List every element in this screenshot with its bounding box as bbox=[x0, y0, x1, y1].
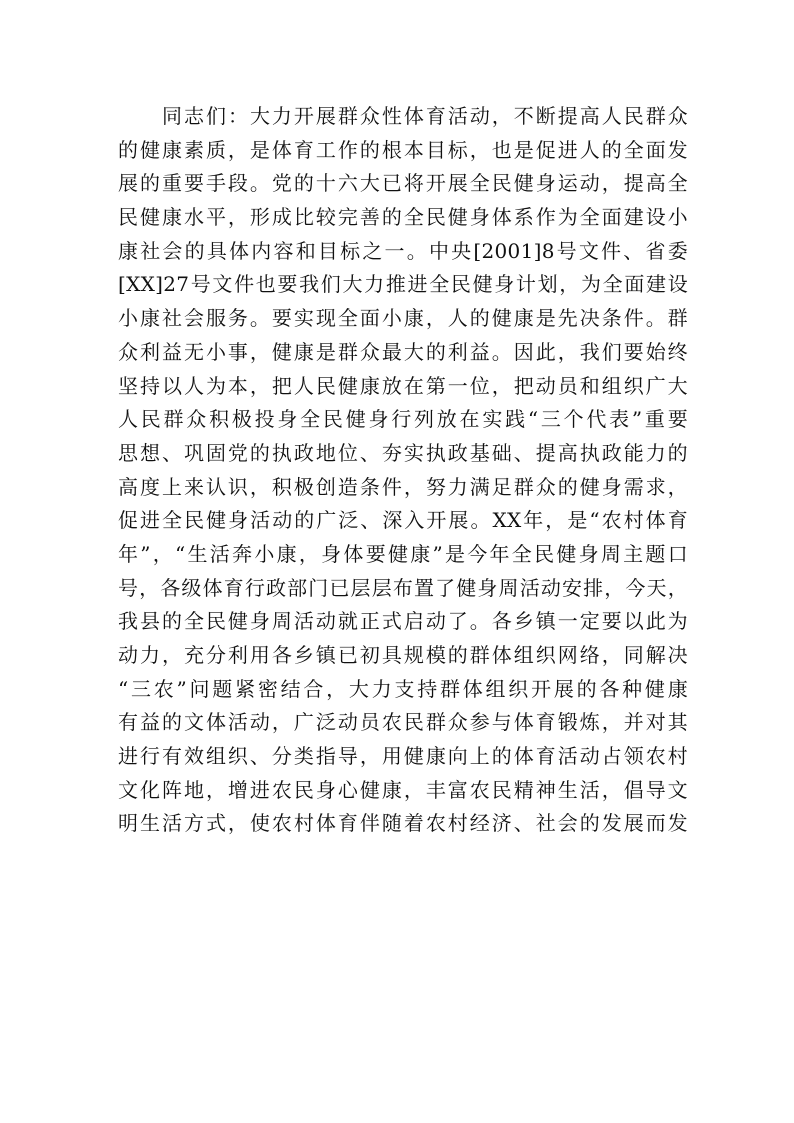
paragraph-line: 明生活方式，使农村体育伴随着农村经济、社会的发展而发 bbox=[118, 811, 688, 836]
paragraph-line: 坚持以人为本，把人民健康放在第一位，把动员和组织广大 bbox=[118, 373, 688, 398]
paragraph-line: 文化阵地，增进农民身心健康，丰富农民精神生活，倡导文 bbox=[118, 777, 688, 802]
paragraph-line: 康社会的具体内容和目标之一。中央[2001]8号文件、省委 bbox=[118, 238, 688, 263]
paragraph-line: “三农”问题紧密结合，大力支持群体组织开展的各种健康 bbox=[118, 676, 688, 701]
paragraph-line: 进行有效组织、分类指导，用健康向上的体育活动占领农村 bbox=[118, 744, 688, 769]
paragraph-line: 展的重要手段。党的十六大已将开展全民健身运动，提高全 bbox=[118, 171, 688, 196]
paragraph-line: 思想、巩固党的执政地位、夯实执政基础、提高执政能力的 bbox=[118, 440, 688, 465]
paragraph-line: 同志们：大力开展群众性体育活动，不断提高人民群众 bbox=[162, 104, 688, 128]
paragraph-line: 我县的全民健身周活动就正式启动了。各乡镇一定要以此为 bbox=[118, 609, 688, 634]
paragraph-line: 号，各级体育行政部门已层层布置了健身周活动安排，今天， bbox=[118, 575, 688, 600]
paragraph-line: 高度上来认识，积极创造条件，努力满足群众的健身需求， bbox=[118, 474, 688, 499]
paragraph-line: 小康社会服务。要实现全面小康，人的健康是先决条件。群 bbox=[118, 306, 688, 331]
paragraph-line: [XX]27号文件也要我们大力推进全民健身计划，为全面建设 bbox=[118, 272, 688, 297]
paragraph-line: 众利益无小事，健康是群众最大的利益。因此，我们要始终 bbox=[118, 339, 688, 364]
paragraph-line: 人民群众积极投身全民健身行列放在实践“三个代表”重要 bbox=[118, 407, 688, 432]
paragraph-line: 民健康水平，形成比较完善的全民健身体系作为全面建设小 bbox=[118, 205, 688, 230]
paragraph-line: 年”，“生活奔小康，身体要健康”是今年全民健身周主题口 bbox=[118, 541, 688, 566]
speech-body-paragraph bbox=[118, 100, 688, 841]
paragraph-line: 的健康素质，是体育工作的根本目标，也是促进人的全面发 bbox=[118, 137, 688, 162]
paragraph-line: 有益的文体活动，广泛动员农民群众参与体育锻炼，并对其 bbox=[118, 710, 688, 735]
paragraph-line: 促进全民健身活动的广泛、深入开展。XX年，是“农村体育 bbox=[118, 508, 688, 533]
paragraph-line: 动力，充分利用各乡镇已初具规模的群体组织网络，同解决 bbox=[118, 643, 688, 667]
